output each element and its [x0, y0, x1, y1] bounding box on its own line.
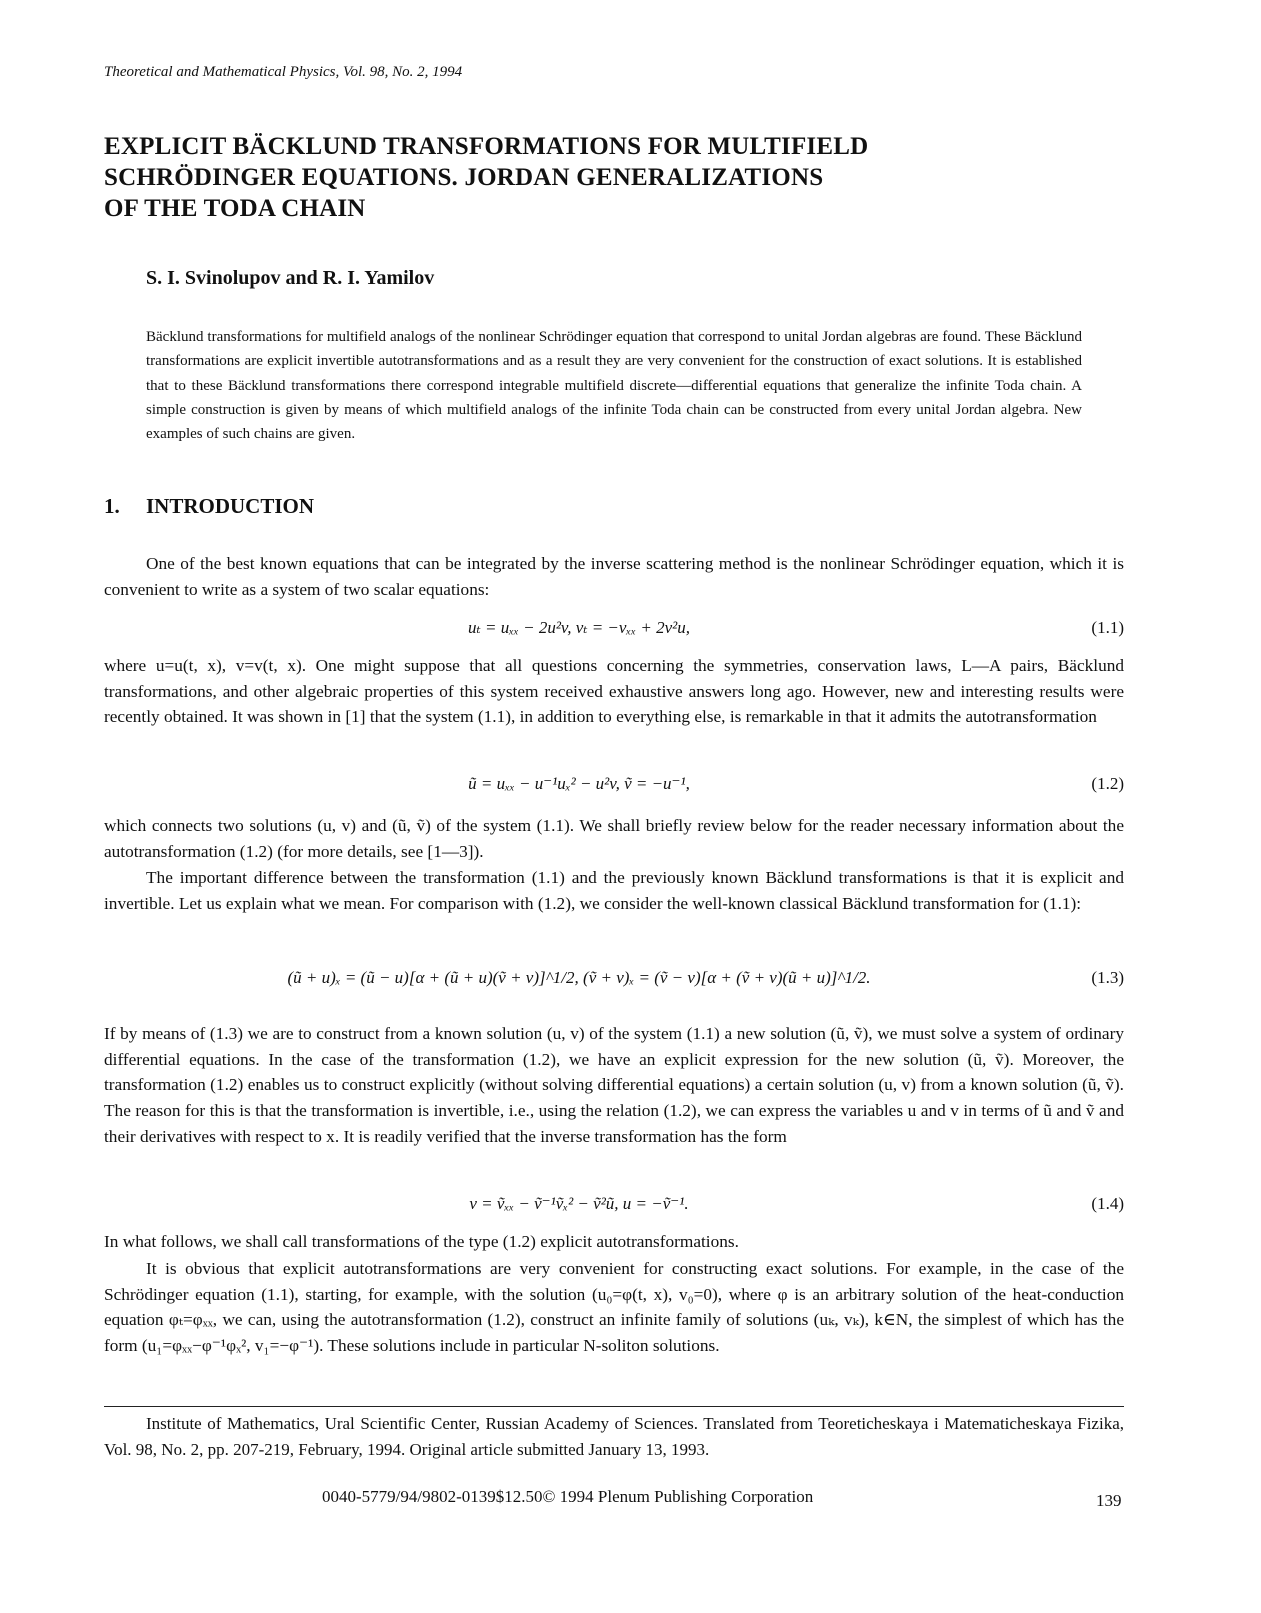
abstract: Bäcklund transformations for multifield analogs of the nonlinear Schrödinger equation that correspond to unital Jordan algebras are found. These Bäcklund transformations are explicit invertible autotransformations and as a result they are very convenient for the construction of exact solutions. It is established that to these Bäcklund transformations there correspond integrable multifield discrete—differential equations that generalize the infinite Toda chain. A simple construction is given by means of which multifield analogs of the infinite Toda chain can be constructed from every unital Jordan algebra. New examples of such chains are given. — [146, 329, 1082, 443]
section-number: 1. — [104, 494, 120, 518]
paragraph: where u=u(t, x), v=v(t, x). One might suppose that all questions concerning the symmetries, conservation laws, L—A pairs, Bäcklund transformations, and other algebraic properties of this system received exhaustive answers long ago. However, new and interesting results were recently obtained. It was shown in [1] that the system (1.1), in addition to everything else, is remarkable in that it admits the autotransformation — [104, 656, 1124, 727]
section-title: INTRODUCTION — [146, 494, 315, 518]
paragraph: The important difference between the transformation (1.1) and the previously known Bäcklund transformations is that it is explicit and invertible. Let us explain what we mean. For comparison with (1.2), we consider the well-known classical Bäcklund transformation for (1.1): — [104, 868, 1124, 913]
equation-formula: ũ = uₓₓ − u⁻¹uₓ² − u²v, ṽ = −u⁻¹, — [468, 774, 690, 793]
title-line: SCHRÖDINGER EQUATIONS. JORDAN GENERALIZATIONS — [104, 164, 824, 191]
equation — [104, 968, 1124, 996]
equation-formula: uₜ = uₓₓ − 2u²v, vₜ = −vₓₓ + 2v²u, — [468, 618, 690, 637]
page-number: 139 — [1096, 1491, 1122, 1510]
footnote-text: Institute of Mathematics, Ural Scientific Center, Russian Academy of Sciences. Translated from Teoreticheskaya i Matematicheskaya Fizika, Vol. 98, No. 2, pp. 207-219, February, 1994. Original article submitted January 13, 1993. — [104, 1414, 1124, 1459]
paragraph: In what follows, we shall call transformations of the type (1.2) explicit autotransformations. — [104, 1232, 739, 1251]
paragraph: It is obvious that explicit autotransformations are very convenient for constructing exact solutions. For example, in the case of the Schrödinger equation (1.1), starting, for example, with the solution (u₀=φ(t, x), v₀=0), where φ is an arbitrary solution of the heat-conduction equation φₜ=φₓₓ, we can, using the autotransformation (1.2), construct an infinite family of solutions (uₖ, vₖ), k∈N, the simplest of which has the form (u₁=φₓₓ−φ⁻¹φₓ², v₁=−φ⁻¹). These solutions include in particular N-soliton solutions. — [104, 1259, 1124, 1356]
title-line: EXPLICIT BÄCKLUND TRANSFORMATIONS FOR MULTIFIELD — [104, 133, 869, 160]
copyright-line: 0040-5779/94/9802-0139$12.50© 1994 Plenum Publishing Corporation — [322, 1487, 814, 1506]
equation-number: (1.3) — [1091, 968, 1124, 987]
equation — [104, 618, 1124, 646]
paragraph: If by means of (1.3) we are to construct from a known solution (u, v) of the system (1.1) a new solution (ũ, ṽ), we must solve a system of ordinary differential equations. In the case of the transformation (1.2), we have an explicit expression for the new solution (ũ, ṽ). Moreover, the transformation (1.2) enables us to construct explicitly (without solving differential equations) a certain solution (u, v) from a known solution (ũ, ṽ). The reason for this is that the transformation is invertible, i.e., using the relation (1.2), we can express the variables u and v in terms of ũ and ṽ and their derivatives with respect to x. It is readily verified that the inverse transformation has the form — [104, 1024, 1124, 1146]
equation-formula: (ũ + u)ₓ = (ũ − u)[α + (ũ + u)(ṽ + v)]^1/2, (ṽ + v)ₓ = (ṽ − v)[α + (ṽ + v)(ũ + u)]^1/2. — [287, 968, 871, 987]
equation-number: (1.2) — [1091, 774, 1124, 793]
title-line: OF THE TODA CHAIN — [104, 195, 366, 222]
equation-number: (1.1) — [1091, 618, 1124, 637]
footnote-rule — [104, 1406, 1124, 1407]
footnote — [104, 1411, 1124, 1463]
running-head: Theoretical and Mathematical Physics, Vol. 98, No. 2, 1994 — [104, 64, 463, 80]
paragraph: which connects two solutions (u, v) and (ũ, ṽ) of the system (1.1). We shall briefly review below for the reader necessary information about the autotransformation (1.2) (for more details, see [1—3]). — [104, 816, 1124, 861]
equation-number: (1.4) — [1091, 1194, 1124, 1213]
equation — [104, 774, 1124, 802]
paper-title — [104, 131, 868, 224]
section-heading — [104, 494, 314, 519]
authors: S. I. Svinolupov and R. I. Yamilov — [146, 267, 435, 289]
equation-formula: v = ṽₓₓ − ṽ⁻¹ṽₓ² − ṽ²ũ, u = −ṽ⁻¹. — [469, 1194, 689, 1213]
paragraph: One of the best known equations that can be integrated by the inverse scattering method is the nonlinear Schrödinger equation, which it is convenient to write as a system of two scalar equations: — [104, 554, 1124, 599]
equation — [104, 1194, 1124, 1222]
